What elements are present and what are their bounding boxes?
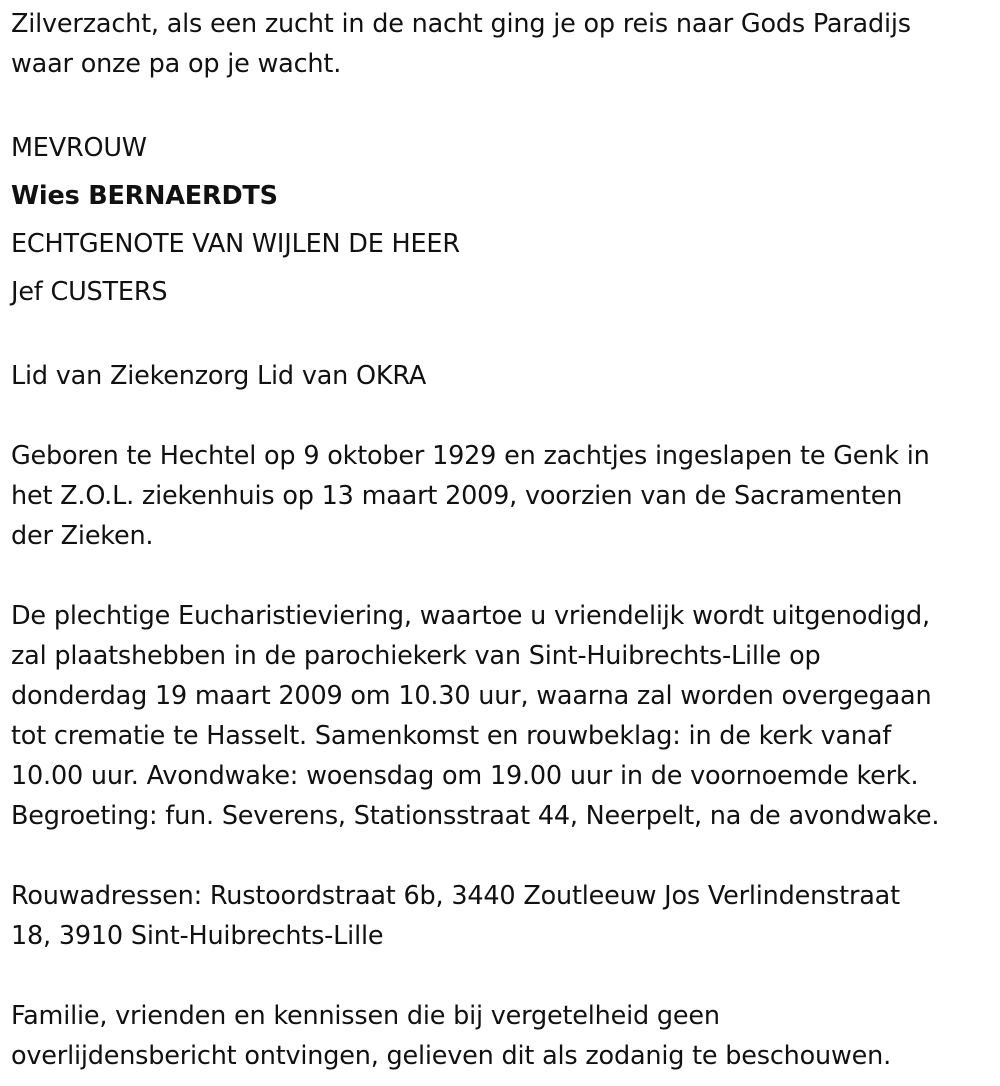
spacer — [11, 396, 996, 436]
poem-line-1: Zilverzacht, als een zucht in de nacht ging je op reis naar Gods Paradijs — [11, 9, 911, 39]
spacer — [11, 84, 996, 124]
deceased-block — [11, 124, 996, 316]
birth-death-line-3: der Zieken. — [11, 521, 154, 551]
poem-paragraph — [11, 4, 996, 84]
birth-death-paragraph — [11, 436, 996, 556]
service-line-1: De plechtige Eucharistieviering, waartoe u vriendelijk wordt uitgenodigd, — [11, 601, 930, 631]
service-line-4: tot crematie te Hasselt. Samenkomst en rouwbeklag: in de kerk vanaf — [11, 721, 892, 751]
service-paragraph — [11, 596, 996, 836]
addresses-paragraph — [11, 876, 996, 956]
memberships-line: Lid van Ziekenzorg Lid van OKRA — [11, 361, 427, 391]
service-line-5: 10.00 uur. Avondwake: woensdag om 19.00 uur in de voornoemde kerk. — [11, 761, 919, 791]
deceased-relation: ECHTGENOTE VAN WIJLEN DE HEER — [11, 229, 460, 259]
spacer — [11, 556, 996, 596]
service-line-2: zal plaatshebben in de parochiekerk van Sint-Huibrechts-Lille op — [11, 641, 821, 671]
birth-death-line-2: het Z.O.L. ziekenhuis op 13 maart 2009, voorzien van de Sacramenten — [11, 481, 903, 511]
service-line-3: donderdag 19 maart 2009 om 10.30 uur, waarna zal worden overgegaan — [11, 681, 932, 711]
closing-line-2: overlijdensbericht ontvingen, gelieven dit als zodanig te beschouwen. — [11, 1041, 892, 1071]
addresses-line-1: Rouwadressen: Rustoordstraat 6b, 3440 Zoutleeuw Jos Verlindenstraat — [11, 881, 900, 911]
obituary-document — [11, 4, 996, 1076]
poem-line-2: waar onze pa op je wacht. — [11, 49, 342, 79]
closing-line-1: Familie, vrienden en kennissen die bij vergetelheid geen — [11, 1001, 720, 1031]
service-line-6: Begroeting: fun. Severens, Stationsstraat 44, Neerpelt, na de avondwake. — [11, 801, 940, 831]
deceased-title: MEVROUW — [11, 133, 147, 163]
spacer — [11, 316, 996, 356]
addresses-line-2: 18, 3910 Sint-Huibrechts-Lille — [11, 921, 384, 951]
spacer — [11, 836, 996, 876]
spouse-name: Jef CUSTERS — [11, 277, 168, 307]
spacer — [11, 956, 996, 996]
birth-death-line-1: Geboren te Hechtel op 9 oktober 1929 en zachtjes ingeslapen te Genk in — [11, 441, 930, 471]
memberships-paragraph — [11, 356, 996, 396]
deceased-name: Wies BERNAERDTS — [11, 181, 278, 211]
closing-paragraph — [11, 996, 996, 1076]
